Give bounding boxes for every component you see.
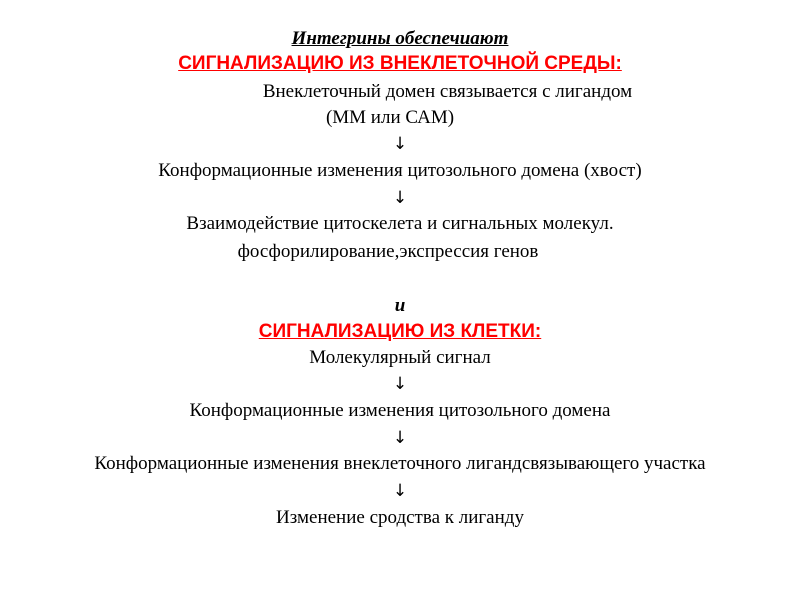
outside-in-step-2: Конформационные изменения цитозольного домена (хвост) (158, 160, 642, 181)
outside-in-step-3-line-1: Взаимодействие цитоскелета и сигнальных молекул. (186, 213, 614, 234)
outside-in-step-1-line-2: (ММ или САМ) (325, 107, 455, 128)
inside-out-step-2: Конформационные изменения цитозольного домена (189, 400, 611, 421)
outside-in-step-1-line-1: Внеклеточный домен связывается с лигандом (262, 81, 633, 102)
conjunction: и (394, 295, 406, 316)
outside-in-step-3-line-2: фосфорилирование,экспрессия генов (237, 241, 539, 262)
inside-out-step-1: Молекулярный сигнал (309, 347, 491, 368)
down-arrow-icon: ↓ (392, 374, 408, 394)
inside-out-heading: СИГНАЛИЗАЦИЮ ИЗ КЛЕТКИ: (258, 321, 542, 342)
slide-title: Интегрины обеспечиают (291, 28, 509, 49)
down-arrow-icon: ↓ (392, 134, 408, 154)
inside-out-step-4: Изменение сродства к лиганду (276, 507, 524, 528)
outside-in-heading: СИГНАЛИЗАЦИЮ ИЗ ВНЕКЛЕТОЧНОЙ СРЕДЫ: (178, 53, 622, 74)
down-arrow-icon: ↓ (392, 428, 408, 448)
down-arrow-icon: ↓ (392, 188, 408, 208)
inside-out-step-3: Конформационные изменения внеклеточного лигандсвязывающего участка (94, 453, 706, 474)
down-arrow-icon: ↓ (392, 481, 408, 501)
